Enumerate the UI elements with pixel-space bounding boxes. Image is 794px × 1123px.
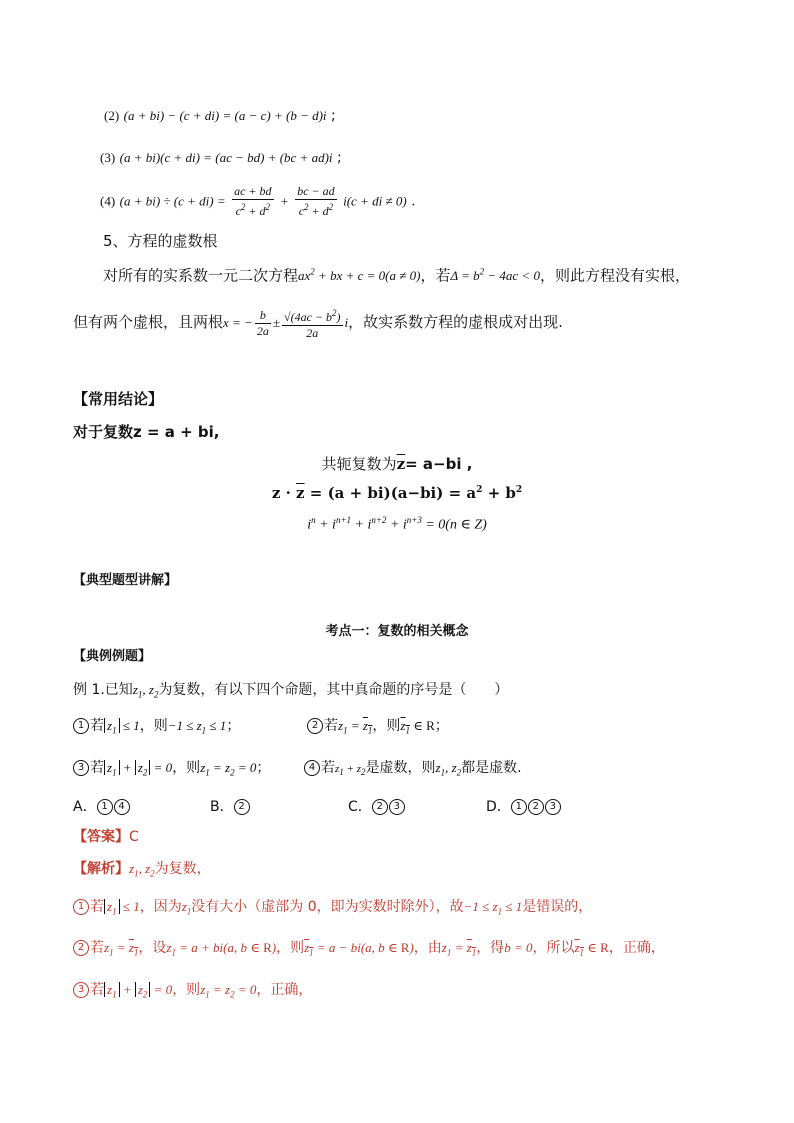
power-of-i-identity: $i^n + i^{n+1} + i^{n+2} + i^{n+3} = 0(n$ ∈ Z): [307, 515, 487, 533]
section-5-para-1: 对所有的实系数一元二次方程$ax^2$ + bx + c = 0(a ≠ 0)，若$\Delta = b^2 - 4ac < 0$，则此方程没有实根，: [103, 266, 690, 285]
circled-number-icon: 2: [234, 799, 250, 815]
answer-line: [73, 827, 139, 847]
analysis-line-1: 1 若 $z_1 \le 1$，因为$z_1$没有大小（虚部为 0，即为实数时除外），故$-1 \le z_1 \le 1$是错误的，: [73, 897, 592, 922]
option-b[interactable]: B． 2: [210, 797, 251, 817]
common-intro: 对于复数z = a + bi,: [73, 423, 220, 441]
circled-number-4: 4: [304, 760, 320, 776]
formula-4-index: (4): [100, 193, 116, 209]
proposition-2: 2 若$z_1 = z_1$，则$z_1$ ∈ R；: [307, 716, 449, 741]
common-conclusion-title: 【常用结论】: [73, 390, 164, 408]
section-5-para-2: 但有两个虚根，且两根x = − $\frac{b}{2a}$ ± $\frac{√(4ac - b^2)}{2a}$ i，故实系数方程的虚根成对出现.: [73, 307, 563, 340]
option-d[interactable]: D． 1 2 3: [486, 797, 562, 817]
circled-number-icon: 2: [372, 799, 388, 815]
circled-number-icon: 3: [73, 982, 89, 998]
option-c[interactable]: C． 2 3: [348, 797, 406, 817]
example-1-stem: 例 1.已知$z_1$, $z_2$为复数，有以下四个命题，其中真命题的序号是（ ）: [73, 682, 509, 700]
formula-3: (3) (a + bi)(c + di) = (ac − bd) + (bc + ad)i ;: [100, 150, 342, 166]
example-title: 【典例例题】: [73, 649, 152, 664]
circled-number-icon: 2: [73, 940, 89, 956]
circled-number-3: 3: [73, 760, 89, 776]
typical-problems-title: 【典型题型讲解】: [73, 573, 178, 588]
circled-number-1: 1: [73, 718, 89, 734]
answer-label: 【答案】: [73, 829, 129, 845]
circled-number-icon: 3: [545, 799, 561, 815]
circled-number-2: 2: [307, 718, 323, 734]
analysis-intro: 【解析】$z_1$, $z_2$为复数，: [73, 861, 211, 879]
proposition-3: 3 若 $z_1 + z_2 = 0$，则$z_1 = z_2 = 0$；: [73, 758, 270, 783]
conjugate-product: $z \cdot \overline{z} = (a + bi)(a-bi) = a^2 + b^2$: [271, 484, 523, 502]
formula-2: (2) (a + bi) − (c + di) = (a − c) + (b − d)i ;: [104, 108, 336, 124]
analysis-line-2: 2 若$z_1 = z_1$，设$z_1 = a + bi(a$, b ∈ R)，则$z_1 = a - bi(a$, b ∈ R)，由$z_1 = z_1$，得b = 0，所以$z_1$ ∈ R，正确，: [73, 938, 665, 963]
circled-number-icon: 1: [511, 799, 527, 815]
circled-number-icon: 2: [528, 799, 544, 815]
conjugate-line: 共轭复数为$\overline{z}= a-bi$ ,: [321, 455, 473, 473]
answer-value: C: [129, 829, 139, 845]
kaodian-1-heading: 考点一：复数的相关概念: [325, 624, 469, 639]
circled-number-icon: 3: [389, 799, 405, 815]
circled-number-icon: 1: [73, 899, 89, 915]
formula-3-index: (3): [100, 150, 116, 165]
option-a[interactable]: A． 1 4: [73, 797, 131, 817]
proposition-4: 4 若$z_1 + z_2$是虚数，则$z_1$, $z_2$都是虚数.: [304, 758, 522, 783]
circled-number-icon: 4: [114, 799, 130, 815]
section-5-heading: 5、方程的虚数根: [103, 232, 218, 250]
formula-2-index: (2): [104, 108, 120, 123]
proposition-1: 1 若 $z_1 \le 1$，则$-1 \le z_1 \le 1$；: [73, 716, 240, 741]
analysis-line-3: 3 若 $z_1 + z_2 = 0$，则$z_1 = z_2 = 0$，正确，: [73, 980, 312, 1005]
circled-number-icon: 1: [97, 799, 113, 815]
analysis-label: 【解析】: [73, 861, 129, 877]
formula-4: (4) (a + bi) ÷ (c + di) = $\frac{ac + bd}{c^2 + d^2}$ + $\frac{bc - ad}{c^2 + d^2}$ i(c + di ≠ 0) .: [100, 184, 416, 218]
